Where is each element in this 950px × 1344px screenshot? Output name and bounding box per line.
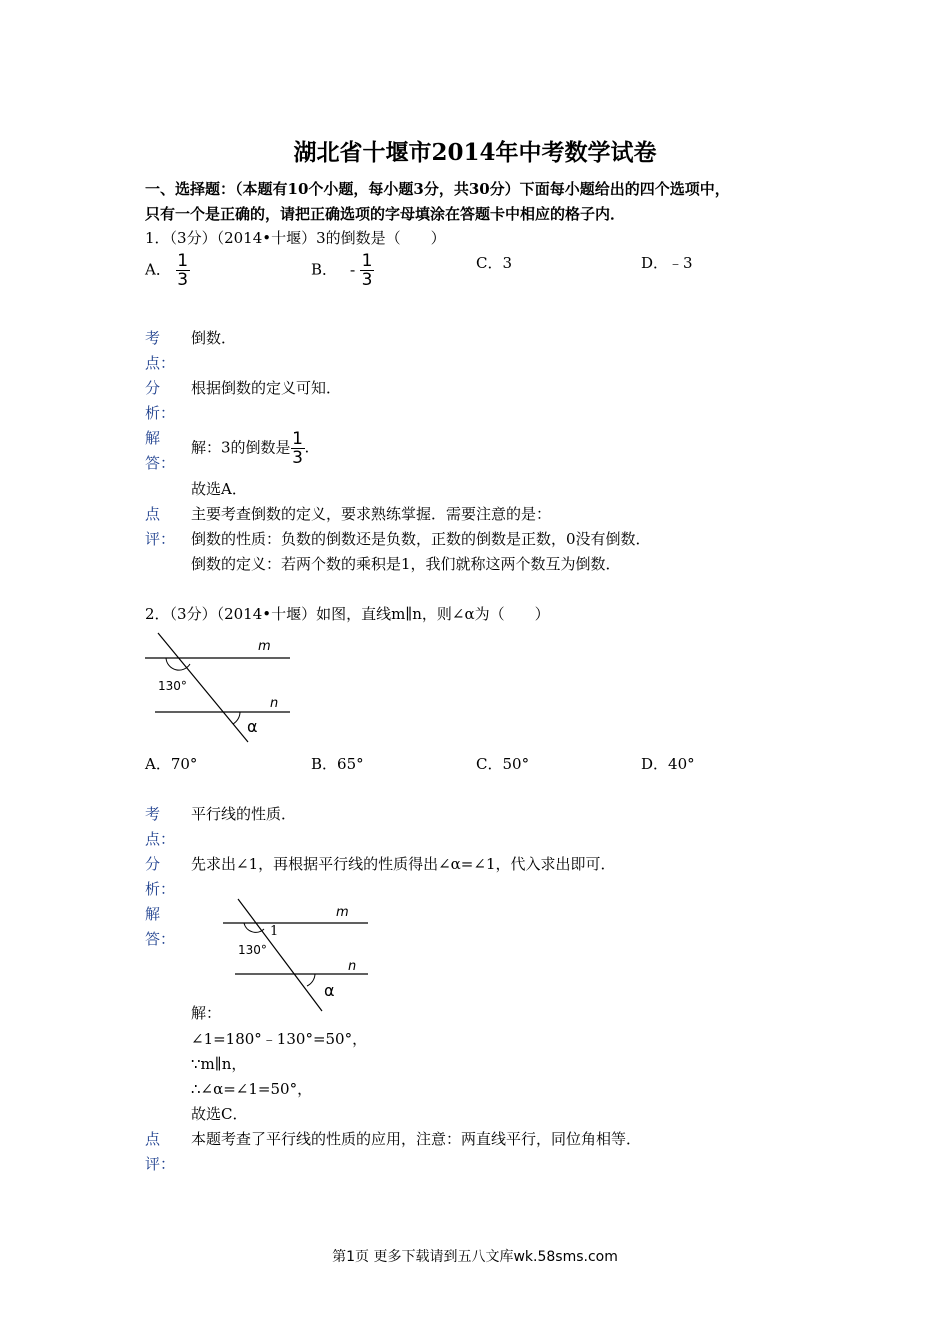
q1-jieda — [191, 430, 309, 467]
q1-option-b-label: B． — [311, 260, 338, 279]
q1-option-d — [641, 252, 693, 273]
label-n: n — [348, 959, 357, 974]
period: . — [304, 438, 310, 457]
q1-dianping-line2: 倒数的性质：负数的倒数还是负数，正数的倒数是正数，0没有倒数． — [191, 530, 651, 548]
q1-dianping-label-2: 评： — [145, 530, 176, 548]
q2-option-d-label: D． — [641, 755, 669, 773]
q1-dianping-line3: 倒数的定义：若两个数的乘积是1，我们就称这两个数互为倒数． — [191, 555, 621, 573]
q2-option-b-label: B． — [311, 755, 338, 773]
q2-jieda-line2: ∠1=180°﹣130°=50°， — [191, 1030, 368, 1048]
fraction-numerator: 1 — [361, 251, 373, 271]
q2-fenxi-label-2: 析： — [145, 880, 176, 898]
q2-option-c-label: C． — [476, 755, 503, 773]
q2-fenxi: 先求出∠1，再根据平行线的性质得出∠α=∠1，代入求出即可． — [191, 855, 616, 873]
page-footer: 第1页 更多下载请到五八文库wk.58sms.com — [332, 1249, 618, 1265]
q1-jieda-line2: 故选A． — [191, 480, 247, 498]
q2-dianping-label-1: 点 — [145, 1130, 161, 1148]
q1-fenxi: 根据倒数的定义可知． — [191, 379, 342, 397]
label-m: m — [336, 905, 349, 920]
fraction-numerator: 1 — [292, 429, 303, 449]
q1-option-a — [145, 252, 190, 289]
q2-dianping-label-2: 评： — [145, 1155, 176, 1173]
q2-option-a-value: 70° — [170, 755, 198, 773]
q2-jieda-line4: ∴∠α=∠1=50°， — [191, 1080, 313, 1098]
label-130: 130° — [158, 679, 187, 693]
angle-alpha-arc — [233, 712, 240, 724]
q2-solution-figure — [218, 896, 378, 1016]
fraction-denominator: 3 — [292, 448, 303, 468]
fraction-denominator: 3 — [361, 270, 373, 290]
q2-option-b-value: 65° — [337, 755, 364, 773]
q1-jieda-label-1: 解 — [145, 429, 161, 447]
minus-sign: - — [349, 260, 356, 279]
q1-fenxi-label-2: 析： — [145, 404, 176, 422]
section-heading-line2: 只有一个是正确的，请把正确选项的字母填涂在答题卡中相应的格子内． — [145, 205, 626, 223]
q2-jieda-line3: ∵m∥n， — [191, 1055, 247, 1073]
label-m: m — [258, 639, 271, 654]
q1-jieda-label-2: 答： — [145, 454, 176, 472]
q1-option-d-value: ﹣3 — [668, 254, 693, 272]
q2-option-a — [145, 753, 197, 774]
q1-stem: 1．（3分）（2014•十堰）3的倒数是（ ） — [145, 229, 446, 247]
q2-option-a-label: A． — [145, 755, 171, 773]
q2-jieda-line1: 解： — [191, 1004, 222, 1022]
q2-kaodian-label-1: 考 — [145, 805, 161, 823]
page-title: 湖北省十堰市2014年中考数学试卷 — [293, 139, 657, 166]
q2-fenxi-label-1: 分 — [145, 855, 161, 873]
q1-option-b-fraction — [360, 252, 374, 289]
q1-jieda-fraction — [291, 430, 305, 467]
label-alpha: α — [324, 981, 335, 1000]
q1-option-c-label: C． — [476, 254, 503, 272]
q2-option-c-value: 50° — [502, 755, 530, 773]
angle-130-arc — [244, 923, 264, 932]
q1-option-a-label: A． — [145, 260, 171, 279]
angle-alpha-arc — [307, 974, 315, 986]
q2-dianping: 本题考查了平行线的性质的应用，注意：两直线平行，同位角相等． — [191, 1130, 642, 1148]
q1-kaodian: 倒数． — [191, 329, 237, 347]
label-1: 1 — [270, 924, 279, 939]
section-heading-line1: 一、选择题：（本题有10个小题，每小题3分，共30分）下面每小题给出的四个选项中， — [145, 180, 730, 198]
q1-dianping-label-1: 点 — [145, 505, 161, 523]
q2-kaodian-label-2: 点： — [145, 830, 176, 848]
q2-kaodian: 平行线的性质． — [191, 805, 297, 823]
q2-jieda-line5: 故选C． — [191, 1105, 248, 1123]
angle-130-arc — [166, 658, 190, 670]
q1-option-c — [476, 252, 512, 273]
q1-kaodian-label-2: 点： — [145, 354, 176, 372]
q1-option-d-label: D． — [641, 254, 669, 272]
q2-option-c — [476, 753, 529, 774]
q2-figure — [140, 628, 300, 748]
fraction-numerator: 1 — [177, 251, 189, 271]
q2-option-d-value: 40° — [668, 755, 695, 773]
fraction-denominator: 3 — [177, 270, 189, 290]
q1-fenxi-label-1: 分 — [145, 379, 161, 397]
q2-jieda-label-2: 答： — [145, 930, 176, 948]
q2-stem: 2．（3分）（2014•十堰）如图，直线m∥n，则∠α为（ ） — [145, 605, 550, 623]
q1-kaodian-label-1: 考 — [145, 329, 161, 347]
label-130: 130° — [238, 943, 267, 957]
q2-jieda-label-1: 解 — [145, 905, 161, 923]
label-alpha: α — [247, 717, 258, 736]
q1-option-c-value: 3 — [502, 254, 513, 272]
q1-option-a-fraction — [176, 252, 190, 289]
q1-dianping-line1: 主要考查倒数的定义，要求熟练掌握．需要注意的是： — [191, 505, 552, 523]
label-n: n — [270, 696, 279, 711]
q2-option-b — [311, 753, 364, 774]
q1-jieda-text: 解：3的倒数是 — [191, 438, 291, 457]
q2-option-d — [641, 753, 695, 774]
q1-option-b — [311, 252, 374, 289]
